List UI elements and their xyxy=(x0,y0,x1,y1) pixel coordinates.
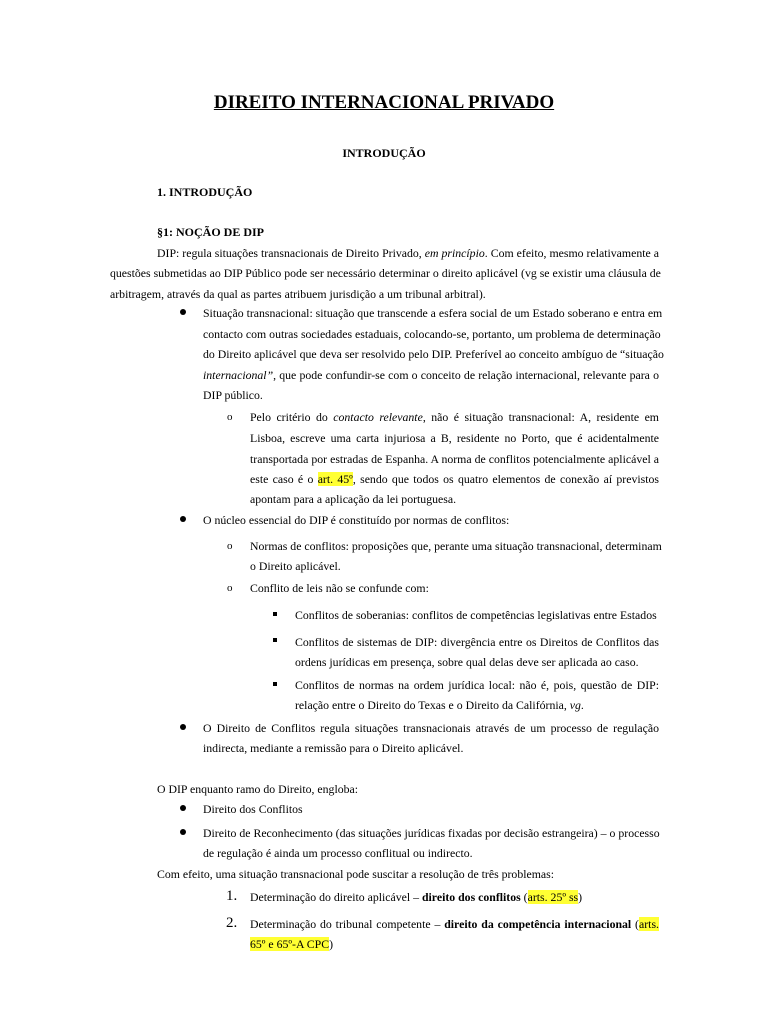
square-3-line-2: relação entre o Direito do Texas e o Direito da Califórnia, vg. xyxy=(295,698,584,712)
section-heading: 1. INTRODUÇÃO xyxy=(157,185,253,199)
numbered-item-2-line-1: Determinação do tribunal competente – direito da competência internacional (arts. xyxy=(250,917,659,931)
bullet-2-sub-1-line-1: Normas de conflitos: proposições que, perante uma situação transnacional, determinam xyxy=(250,539,662,553)
highlight-article: arts. xyxy=(639,917,659,931)
bullet-2-sub-2-line: Conflito de leis não se confunde com: xyxy=(250,581,429,595)
list-number: 2. xyxy=(226,915,238,931)
bullet-dot xyxy=(180,829,186,835)
bullet-1-sub-line-3: transportada por estradas de Espanha. A norma de conflitos potencialmente aplicável a xyxy=(250,452,659,466)
highlight-article: arts. 25º ss xyxy=(527,890,579,904)
intro-line-2: questões submetidas ao DIP Público pode ser necessário determinar o direito aplicável (vg se existir uma cláusula de xyxy=(110,266,661,280)
intro-line-1: DIP: regula situações transnacionais de Direito Privado, em princípio. Com efeito, mesmo relativamente a xyxy=(157,246,659,260)
bullet-2-sub-1-line-2: o Direito aplicável. xyxy=(250,559,341,573)
bullet-1-line-5: DIP público. xyxy=(203,388,263,402)
ramo-item-2-line-2: de regulação é ainda um processo conflitual ou indirecto. xyxy=(203,846,473,860)
square-bullet xyxy=(273,638,277,642)
bullet-dot xyxy=(180,724,186,730)
bullet-dot xyxy=(180,516,186,522)
circle-bullet: o xyxy=(227,582,233,594)
circle-bullet: o xyxy=(227,540,233,552)
bullet-1-line-1: Situação transnacional: situação que transcende a esfera social de um Estado soberano e entra em xyxy=(203,306,663,320)
bullet-1-line-2: contacto com outras sociedades estaduais, colocando-se, portanto, um problema de determinação xyxy=(203,327,661,341)
square-3-line-1: Conflitos de normas na ordem jurídica local: não é, pois, questão de DIP: xyxy=(295,678,659,692)
numbered-item-2-line-2: 65º e 65º-A CPC) xyxy=(250,937,334,951)
ramo-item-1: Direito dos Conflitos xyxy=(203,802,303,816)
numbered-item-1: Determinação do direito aplicável – direito dos conflitos (arts. 25º ss) xyxy=(250,890,583,904)
square-2-line-1: Conflitos de sistemas de DIP: divergência entre os Direitos de Conflitos das xyxy=(295,635,659,649)
ramo-line: O DIP enquanto ramo do Direito, engloba: xyxy=(157,782,359,796)
bullet-3-line-1: O Direito de Conflitos regula situações transnacionais através de um processo de regulação xyxy=(203,721,659,735)
bullet-1-sub-line-5: apontam para a aplicação da lei portuguesa. xyxy=(250,492,457,506)
square-bullet xyxy=(273,682,277,686)
square-2-line-2: ordens jurídicas em presença, sobre qual delas deve ser aplicada ao caso. xyxy=(295,655,639,669)
circle-bullet: o xyxy=(227,411,233,423)
bullet-1-line-4: internacional”, que pode confundir-se com o conceito de relação internacional, relevante para o xyxy=(203,368,659,382)
bullet-3-line-2: indirecta, mediante a remissão para o Direito aplicável. xyxy=(203,741,464,755)
ramo-item-2-line-1: Direito de Reconhecimento (das situações jurídicas fixadas por decisão estrangeira) – o processo xyxy=(203,826,660,840)
bullet-dot xyxy=(180,805,186,811)
bullet-1-sub-line-1: Pelo critério do contacto relevante, não é situação transnacional: A, residente em xyxy=(250,410,659,424)
bullet-2-line: O núcleo essencial do DIP é constituído por normas de conflitos: xyxy=(203,513,510,527)
highlight-article: art. 45º xyxy=(317,472,353,486)
bullet-1-sub-line-2: Lisboa, escreve uma carta injuriosa a B, residente no Porto, que é acidentalmente xyxy=(250,431,659,445)
efeito-line: Com efeito, uma situação transnacional pode suscitar a resolução de três problemas: xyxy=(157,867,555,881)
intro-line-3: arbitragem, através da qual as partes atribuem jurisdição a um tribunal arbitral). xyxy=(110,287,486,301)
highlight-article: 65º e 65º-A CPC xyxy=(250,937,330,951)
list-number: 1. xyxy=(226,888,238,904)
bullet-1-line-3: do Direito aplicável que deva ser resolvido pelo DIP. Preferível ao conceito ambíguo de “situação xyxy=(203,347,664,361)
subsection-heading: §1: NOÇÃO DE DIP xyxy=(157,225,264,239)
document-title: DIREITO INTERNACIONAL PRIVADO xyxy=(213,92,555,113)
bullet-dot xyxy=(180,309,186,315)
document-subtitle: INTRODUÇÃO xyxy=(342,146,426,160)
square-bullet xyxy=(273,612,277,616)
bullet-1-sub-line-4: este caso é o art. 45º, sendo que todos os quatro elementos de conexão aí previstos xyxy=(250,472,660,486)
square-1-line: Conflitos de soberanias: conflitos de competências legislativas entre Estados xyxy=(295,608,657,622)
